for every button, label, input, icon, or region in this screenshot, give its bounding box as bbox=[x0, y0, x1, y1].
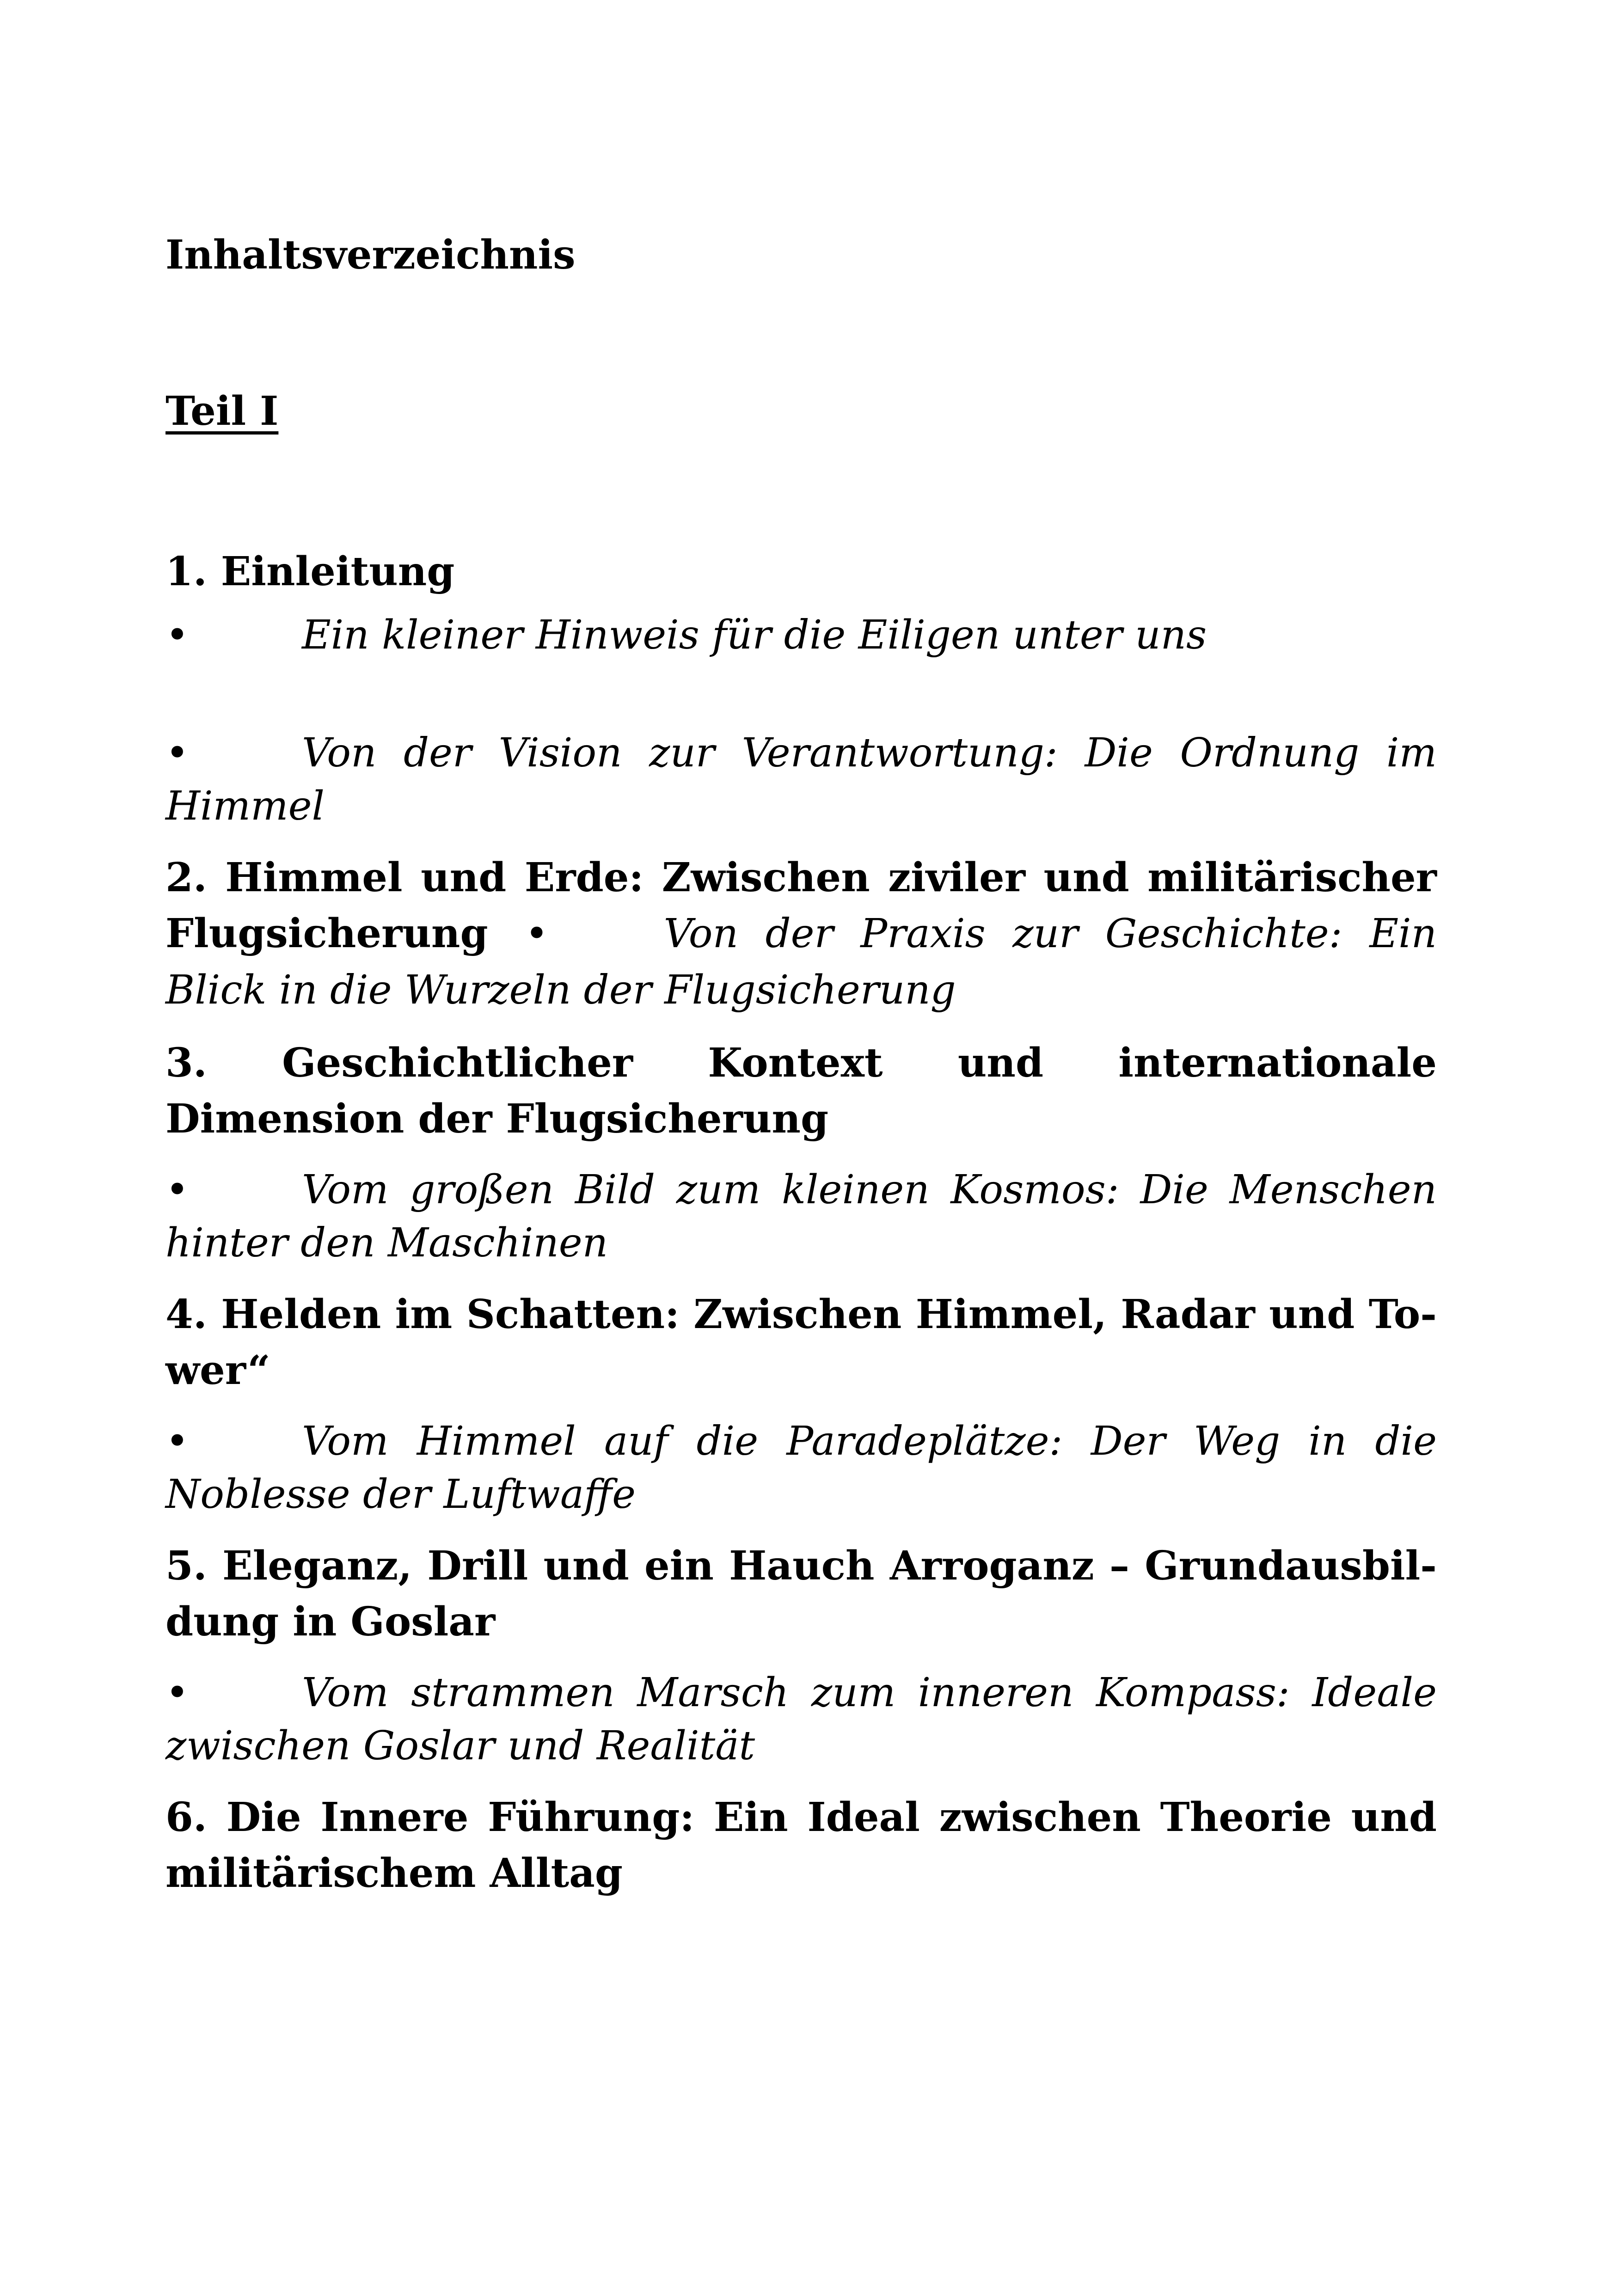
part-heading: Teil I bbox=[165, 388, 279, 435]
toc-chapter-3-label: 3. Geschichtlicher Kontext und internationale Dimension der Flugsicherung bbox=[165, 1040, 1437, 1142]
toc-subentry-label: Vom großen Bild zum kleinen Kosmos: Die Menschen hinter den Maschinen bbox=[165, 1167, 1437, 1266]
bullet-icon: • bbox=[165, 730, 189, 776]
toc-subentry-label: Ein kleiner Hinweis für die Eiligen unter uns bbox=[302, 612, 1207, 658]
toc-chapter-5 bbox=[165, 1538, 1437, 1650]
toc-subentry bbox=[165, 609, 1437, 662]
toc-subentry bbox=[165, 1666, 1437, 1773]
toc-subentry-label: Von der Praxis zur Geschichte: Ein Blick in die Wurzeln der Flugsicherung bbox=[165, 911, 1437, 1013]
toc-subentry-label: Von der Vision zur Verantwortung: Die Ordnung im Himmel bbox=[165, 730, 1437, 829]
toc-subentry bbox=[165, 1163, 1437, 1270]
toc-title: Inhaltsverzeichnis bbox=[165, 232, 576, 278]
toc-subentry-label: Vom strammen Marsch zum inneren Kompass: Ideale zwischen Goslar und Realität bbox=[165, 1670, 1437, 1769]
toc-subentry-label: Vom Himmel auf die Paradeplätze: Der Weg in die Noblesse der Luftwaffe bbox=[165, 1418, 1437, 1518]
toc-chapter-6 bbox=[165, 1789, 1437, 1901]
toc-chapter-4 bbox=[165, 1286, 1437, 1398]
bullet-icon: • bbox=[165, 1418, 189, 1464]
table-of-contents bbox=[165, 544, 1437, 1918]
toc-chapter-5-label: 5. Eleganz, Drill und ein Hauch Arroganz – Grundausbildung in Goslar bbox=[165, 1543, 1437, 1645]
toc-chapter-1-label: 1. Einleitung bbox=[165, 548, 455, 595]
bullet-icon: • bbox=[165, 612, 189, 658]
toc-chapter-2-label: 2. Himmel und Erde: Zwischen ziviler und militärischer Flugsicherung bbox=[165, 854, 1437, 957]
toc-chapter-4-label: 4. Helden im Schatten: Zwischen Himmel, Radar und Tower“ bbox=[165, 1291, 1437, 1394]
toc-chapter-2 bbox=[165, 850, 1437, 1018]
toc-subentry bbox=[165, 727, 1437, 833]
bullet-icon: • bbox=[165, 1670, 189, 1716]
toc-subentry bbox=[165, 1415, 1437, 1521]
toc-chapter-3 bbox=[165, 1035, 1437, 1147]
document-page bbox=[165, 0, 1437, 2296]
toc-chapter-1 bbox=[165, 544, 1437, 600]
bullet-icon: • bbox=[165, 1167, 189, 1213]
toc-chapter-6-label: 6. Die Innere Führung: Ein Ideal zwischen Theorie und militärischem Alltag bbox=[165, 1794, 1437, 1897]
bullet-icon: • bbox=[525, 911, 549, 957]
